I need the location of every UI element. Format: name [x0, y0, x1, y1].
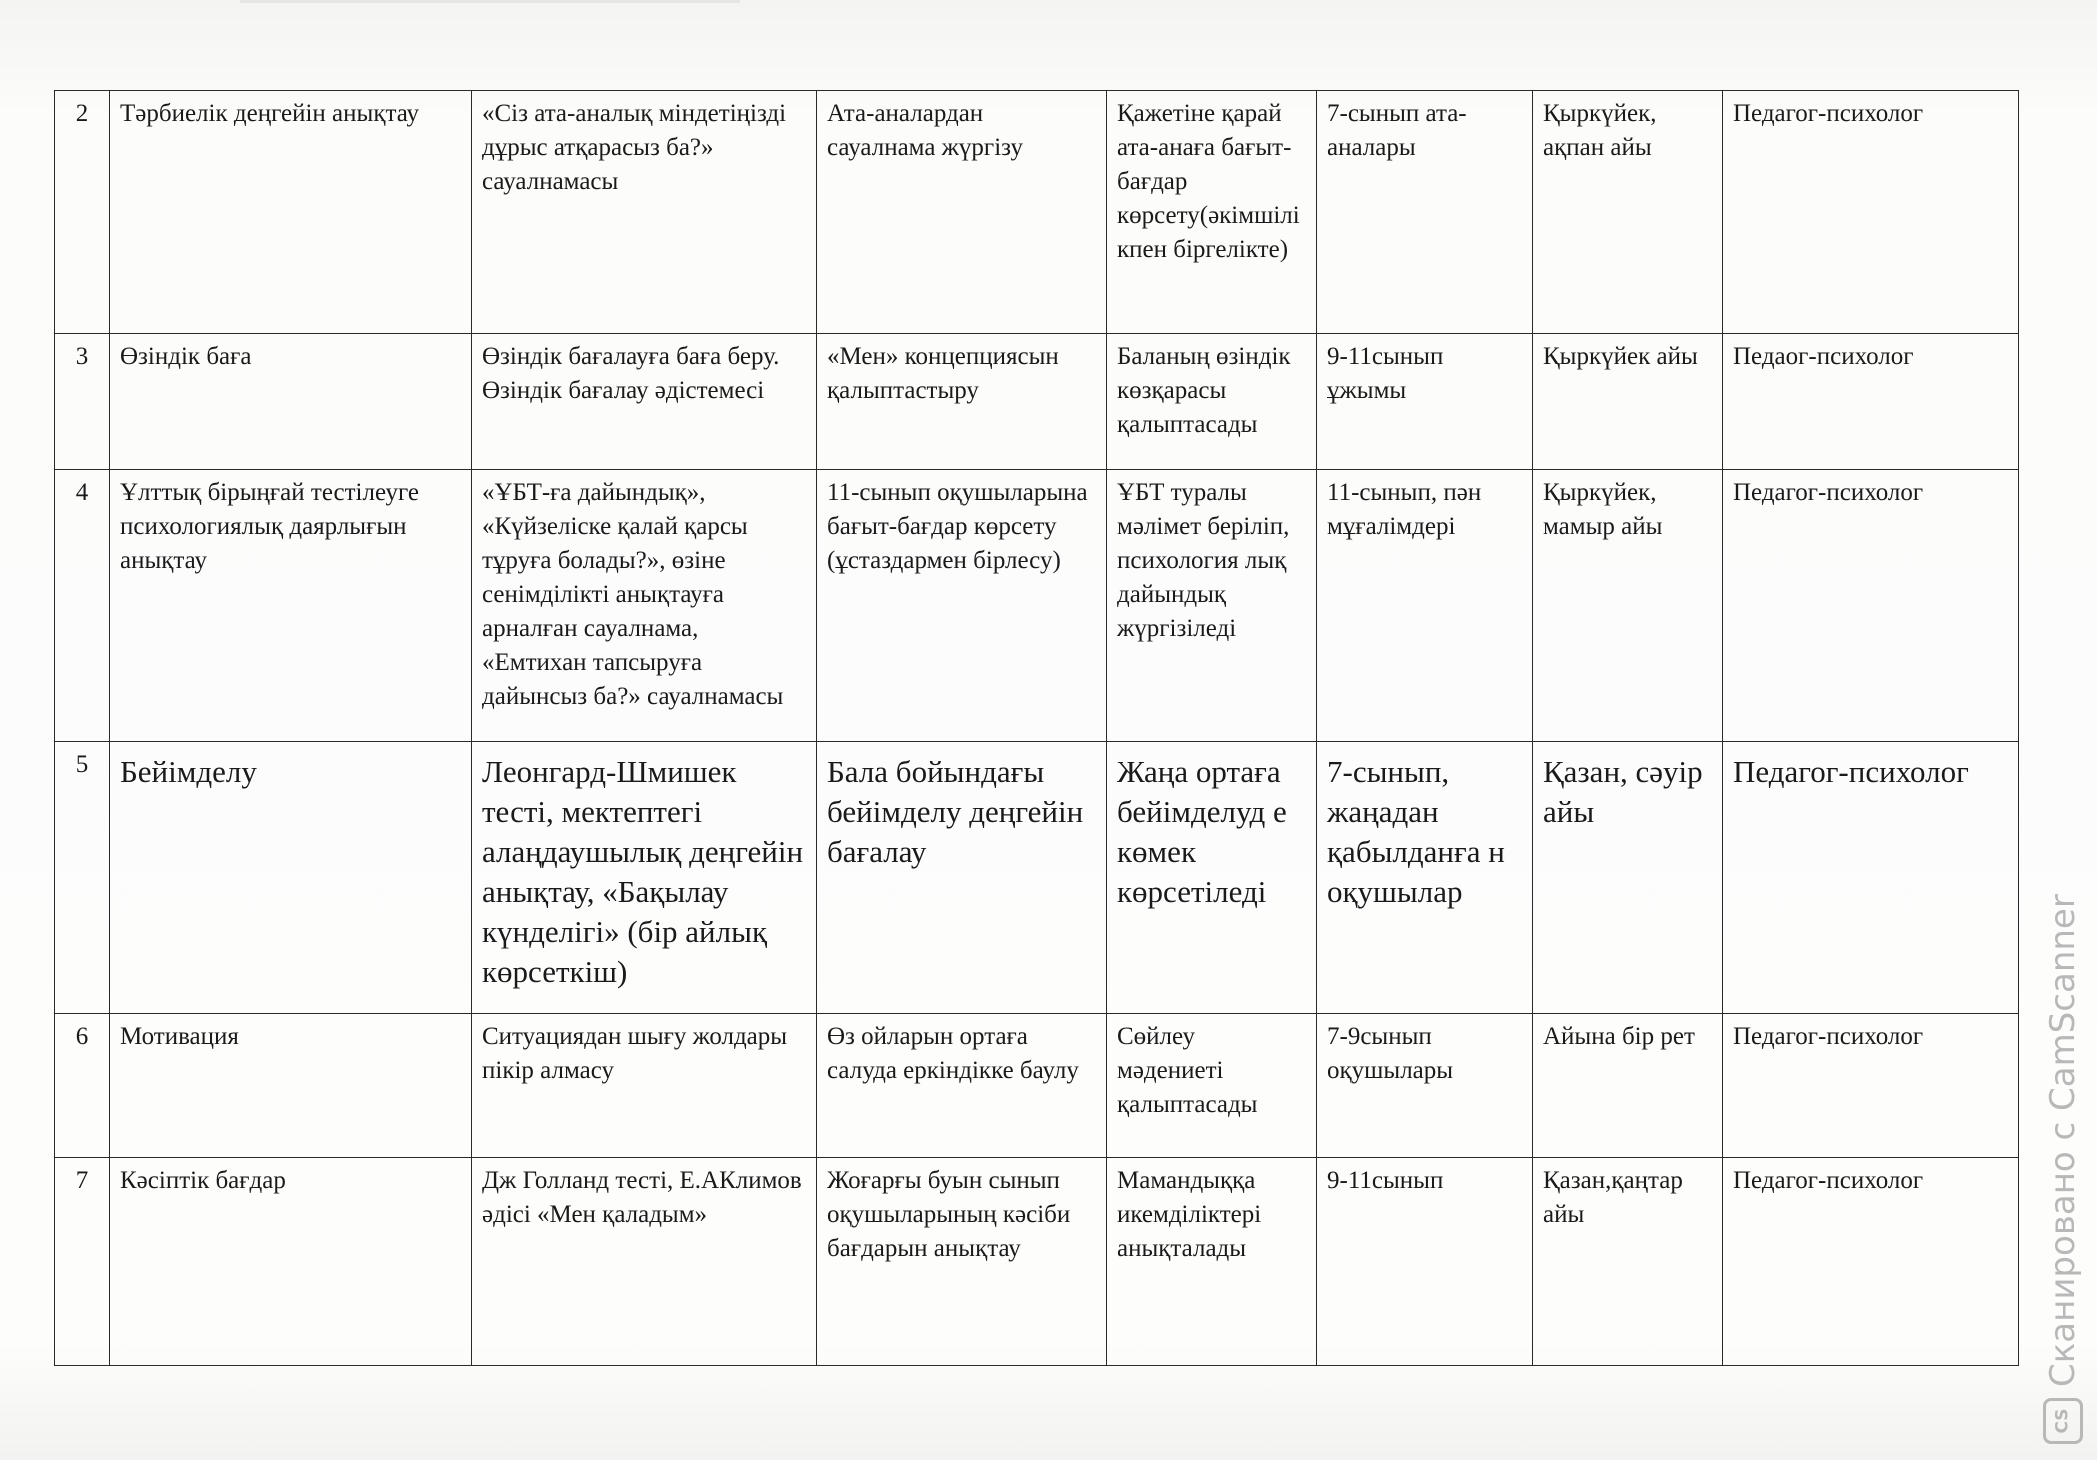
- topic-cell: Ұлттық бірыңғай тестілеуге психологиялық даярлығын анықтау: [110, 470, 472, 742]
- result-cell: ҰБТ туралы мәлімет беріліп, психология лық дайындық жүргізіледі: [1107, 470, 1317, 742]
- method-cell: Ситуациядан шығу жолдары пікір алмасу: [472, 1014, 817, 1158]
- topic-cell: Тәрбиелік деңгейін анықтау: [110, 91, 472, 334]
- goal-cell: «Мен» концепциясын қалыптастыру: [817, 334, 1107, 470]
- goal-cell: Жоғарғы буын сынып оқушыларының кәсіби бағдарын анықтау: [817, 1158, 1107, 1366]
- goal-cell: Бала бойындағы бейімделу деңгейін бағалау: [817, 742, 1107, 1014]
- result-cell: Жаңа ортаға бейімделуд е көмек көрсетіледі: [1107, 742, 1317, 1014]
- row-number: 7: [55, 1158, 110, 1366]
- goal-cell: 11-сынып оқушыларына бағыт-бағдар көрсету (ұстаздармен бірлесу): [817, 470, 1107, 742]
- topic-cell: Кәсіптік бағдар: [110, 1158, 472, 1366]
- participants-cell: 7-сынып, жаңадан қабылданға н оқушылар: [1317, 742, 1533, 1014]
- responsible-cell: Педагог-психолог: [1723, 470, 2019, 742]
- responsible-cell: Педагог-психолог: [1723, 91, 2019, 334]
- table-row: [55, 1158, 2019, 1366]
- table-row: [55, 470, 2019, 742]
- work-plan-table-container: [54, 90, 2018, 1366]
- period-cell: Айына бір рет: [1533, 1014, 1723, 1158]
- result-cell: Баланың өзіндік көзқарасы қалыптасады: [1107, 334, 1317, 470]
- topic-cell: Мотивация: [110, 1014, 472, 1158]
- scan-smudge: [240, 0, 740, 3]
- result-cell: Қажетіне қарай ата-анаға бағыт-бағдар көрсету(әкімшілікпен біргелікте): [1107, 91, 1317, 334]
- responsible-cell: Педагог-психолог: [1723, 1014, 2019, 1158]
- participants-cell: 7-сынып ата-аналары: [1317, 91, 1533, 334]
- period-cell: Қыркүйек, ақпан айы: [1533, 91, 1723, 334]
- table-row: [55, 334, 2019, 470]
- row-number: 3: [55, 334, 110, 470]
- table-body: [55, 91, 2019, 1366]
- responsible-cell: Педаог-психолог: [1723, 334, 2019, 470]
- camscanner-logo-icon: [2043, 1398, 2083, 1444]
- responsible-cell: Педагог-психолог: [1723, 742, 2019, 1014]
- period-cell: Қазан,қаңтар айы: [1533, 1158, 1723, 1366]
- row-number: 2: [55, 91, 110, 334]
- method-cell: Дж Голланд тесті, Е.АКлимов әдісі «Мен қаладым»: [472, 1158, 817, 1366]
- watermark-text: Сканировано с CamScanner: [2043, 894, 2083, 1387]
- participants-cell: 9-11сынып ұжымы: [1317, 334, 1533, 470]
- row-number: 4: [55, 470, 110, 742]
- table-row: [55, 742, 2019, 1014]
- responsible-cell: Педагог-психолог: [1723, 1158, 2019, 1366]
- participants-cell: 7-9сынып оқушылары: [1317, 1014, 1533, 1158]
- work-plan-table: [54, 90, 2019, 1366]
- participants-cell: 9-11сынып: [1317, 1158, 1533, 1366]
- topic-cell: Өзіндік баға: [110, 334, 472, 470]
- period-cell: Қазан, сәуір айы: [1533, 742, 1723, 1014]
- row-number: 5: [55, 742, 110, 1014]
- result-cell: Мамандыққа икемділіктері анықталады: [1107, 1158, 1317, 1366]
- method-cell: «Сіз ата-аналық міндетіңізді дұрыс атқарасыз ба?» сауалнамасы: [472, 91, 817, 334]
- watermark-logo-text: CS: [2052, 1408, 2073, 1434]
- table-row: [55, 91, 2019, 334]
- topic-cell: Бейімделу: [110, 742, 472, 1014]
- result-cell: Сөйлеу мәдениеті қалыптасады: [1107, 1014, 1317, 1158]
- goal-cell: Өз ойларын ортаға салуда еркіндікке баулу: [817, 1014, 1107, 1158]
- method-cell: Өзіндік бағалауға баға беру. Өзіндік бағалау әдістемесі: [472, 334, 817, 470]
- period-cell: Қыркүйек, мамыр айы: [1533, 470, 1723, 742]
- goal-cell: Ата-аналардан сауалнама жүргізу: [817, 91, 1107, 334]
- period-cell: Қыркүйек айы: [1533, 334, 1723, 470]
- method-cell: «ҰБТ-ға дайындық», «Күйзеліске қалай қарсы тұруға болады?», өзіне сенімділікті анықтауға арналған сауалнама, «Емтихан тапсыруға дайынсыз ба?» сауалнамасы: [472, 470, 817, 742]
- row-number: 6: [55, 1014, 110, 1158]
- participants-cell: 11-сынып, пән мұғалімдері: [1317, 470, 1533, 742]
- method-cell: Леонгард-Шмишек тесті, мектептегі алаңдаушылық деңгейін анықтау, «Бақылау күнделігі» (бір айлық көрсеткіш): [472, 742, 817, 1014]
- table-row: [55, 1014, 2019, 1158]
- camscanner-watermark: [2035, 894, 2091, 1450]
